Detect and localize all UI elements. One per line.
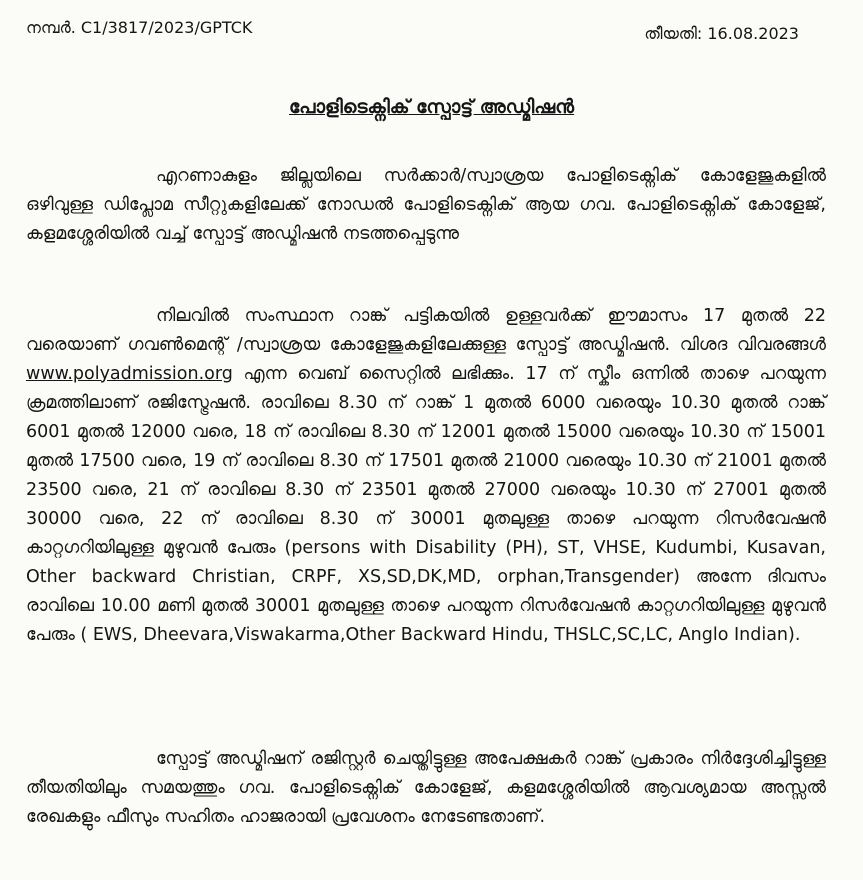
notice-title: പോളിടെക്നിക് സ്പോട്ട് അഡ്മിഷൻ bbox=[288, 96, 574, 118]
paragraph-intro: എറണാകുളം ജില്ലയിലെ സർക്കാർ/സ്വാശ്രയ പോളിടെക്നിക് കോളേജുകളിൽ ഒഴിവുള്ള ഡിപ്ലോമ സീറ്റുകളിലേക്ക് നോഡൽ പോളിടെക്നിക് ആയ ഗവ. പോളിടെക്നിക് കോളേജ്, കളമശ്ശേരിയിൽ വച്ച് സ്പോട്ട് അഡ്മിഷൻ നടത്തപ്പെടുന്നു bbox=[26, 165, 826, 244]
schedule-text-intro: നിലവിൽ സംസ്ഥാന റാങ്ക് പട്ടികയിൽ ഉള്ളവർക്ക് ഈമാസം 17 മുതൽ 22 വരെയാണ് ഗവൺമെന്റ് /സ്വാശ്രയ കോളേജുകളിലേക്കുള്ള സ്പോട്ട് അഡ്മിഷൻ. വിശദ വിവരങ്ങൾ bbox=[26, 305, 826, 355]
schedule-text-details: എന്ന വെബ് സൈറ്റിൽ ലഭിക്കും. 17 ന് സ്കീം ഒന്നിൽ താഴെ പറയുന്ന ക്രമത്തിലാണ് രജിസ്ട്രേഷൻ. രാവിലെ 8.30 ന് റാങ്ക് 1 മുതൽ 6000 വരെയും 10.30 മുതൽ റാങ്ക് 6001 മുതൽ 12000 വരെ, 18 ന് രാവിലെ 8.30 ന് 12001 മുതൽ 15000 വരെയും 10.30 ന് 15001 മുതൽ 17500 വരെ, 19 ന് രാവിലെ 8.30 ന് 17501 മുതൽ 21000 വരെയും 10.30 ന് 21001 മുതൽ 23500 വരെ, 21 ന് രാവിലെ 8.30 ന് 23501 മുതൽ 27000 വരെയും 10.30 ന് 27001 മുതൽ 30000 വരെ, 22 ന് രാവിലെ 8.30 ന് 30001 മുതലുള്ള താഴെ പറയുന്ന റിസർവേഷൻ കാറ്റഗറിയിലുള്ള മുഴുവൻ പേരും (persons with Disability (PH), ST, VHSE, Kudumbi, Kusavan, Other backward Christian, CRPF, XS,SD,DK,MD, orphan,Transgender) അന്നേ ദിവസം രാവിലെ 10.00 മണി മുതൽ 30001 മുതലുള്ള താഴെ പറയുന്ന റിസർവേഷൻ കാറ്റഗറിയിലുള്ള മുഴുവൻ പേരും ( EWS, Dheevara,Viswakarma,Other Backward Hindu, THSLC,SC,LC, Anglo Indian). bbox=[26, 363, 826, 645]
notice-date: തീയതി: 16.08.2023 bbox=[644, 24, 799, 43]
reference-number: നമ്പർ. C1/3817/2023/GPTCK bbox=[26, 18, 253, 37]
paragraph-schedule bbox=[26, 302, 826, 650]
paragraph-instructions: സ്പോട്ട് അഡ്മിഷന് രജിസ്റ്റർ ചെയ്തിട്ടുള്ള അപേക്ഷകർ റാങ്ക് പ്രകാരം നിർദ്ദേശിച്ചിട്ടുള്ള തീയതിയിലും സമയത്തും ഗവ. പോളിടെക്നിക് കോളേജ്, കളമശ്ശേരിയിൽ ആവശ്യമായ അസ്സൽ രേഖകളും ഫീസും സഹിതം ഹാജരായി പ്രവേശനം നേടേണ്ടതാണ്. bbox=[26, 748, 826, 827]
website-link[interactable]: www.polyadmission.org bbox=[26, 363, 233, 384]
